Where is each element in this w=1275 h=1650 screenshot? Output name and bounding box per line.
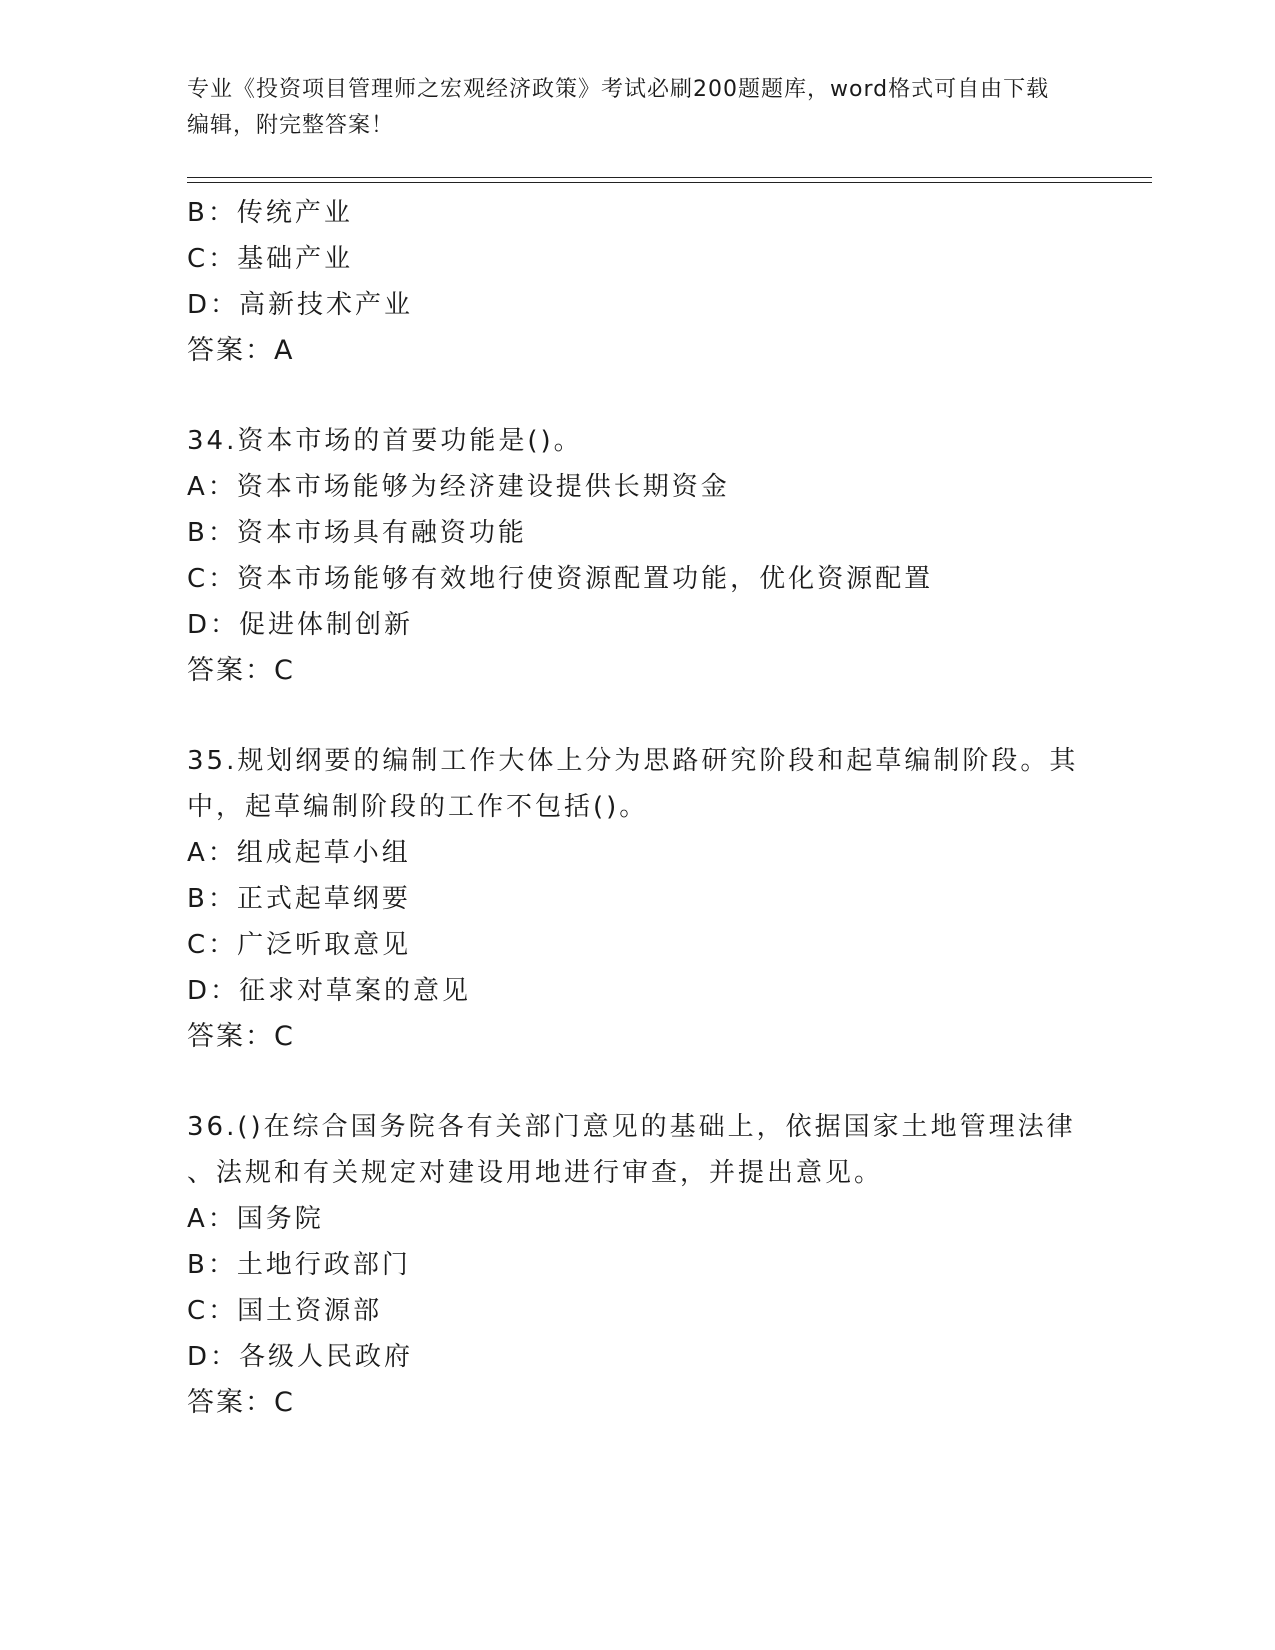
question-33-continued xyxy=(187,190,1087,374)
option-b: B：正式起草纲要 xyxy=(187,884,411,914)
option-d: D：高新技术产业 xyxy=(187,290,414,320)
page-header-title: 专业《投资项目管理师之宏观经济政策》考试必刷200题题库，word格式可自由下载编辑，附完整答案！ xyxy=(187,77,1050,138)
answer-line: 答案：C xyxy=(187,655,295,686)
question-stem-line-2: 中，起草编制阶段的工作不包括()。 xyxy=(187,792,649,822)
header-divider-top xyxy=(187,177,1152,178)
option-c: C：资本市场能够有效地行使资源配置功能，优化资源配置 xyxy=(187,564,934,594)
question-stem-line-2: 、法规和有关规定对建设用地进行审查，并提出意见。 xyxy=(187,1158,884,1188)
document-content xyxy=(187,190,1087,1426)
option-b: B：土地行政部门 xyxy=(187,1250,411,1280)
question-stem: 34.资本市场的首要功能是()。 xyxy=(187,426,583,456)
option-b: B：传统产业 xyxy=(187,198,353,228)
option-d: D：征求对草案的意见 xyxy=(187,976,472,1006)
question-stem-line-1: 35.规划纲要的编制工作大体上分为思路研究阶段和起草编制阶段。其 xyxy=(187,746,1079,776)
question-36 xyxy=(187,1104,1087,1426)
answer-line: 答案：C xyxy=(187,1021,295,1052)
question-stem-line-1: 36.()在综合国务院各有关部门意见的基础上，依据国家土地管理法律 xyxy=(187,1112,1076,1142)
option-d: D：各级人民政府 xyxy=(187,1342,414,1372)
question-34 xyxy=(187,418,1087,694)
answer-line: 答案：C xyxy=(187,1387,295,1418)
option-c: C：广泛听取意见 xyxy=(187,930,412,960)
option-c: C：国土资源部 xyxy=(187,1296,383,1326)
question-35 xyxy=(187,738,1087,1060)
option-a: A：组成起草小组 xyxy=(187,838,411,868)
option-b: B：资本市场具有融资功能 xyxy=(187,518,527,548)
answer-line: 答案：A xyxy=(187,335,295,366)
option-a: A：资本市场能够为经济建设提供长期资金 xyxy=(187,472,730,502)
option-c: C：基础产业 xyxy=(187,244,354,274)
option-d: D：促进体制创新 xyxy=(187,610,414,640)
option-a: A：国务院 xyxy=(187,1204,324,1234)
header-divider-bottom xyxy=(187,182,1152,183)
